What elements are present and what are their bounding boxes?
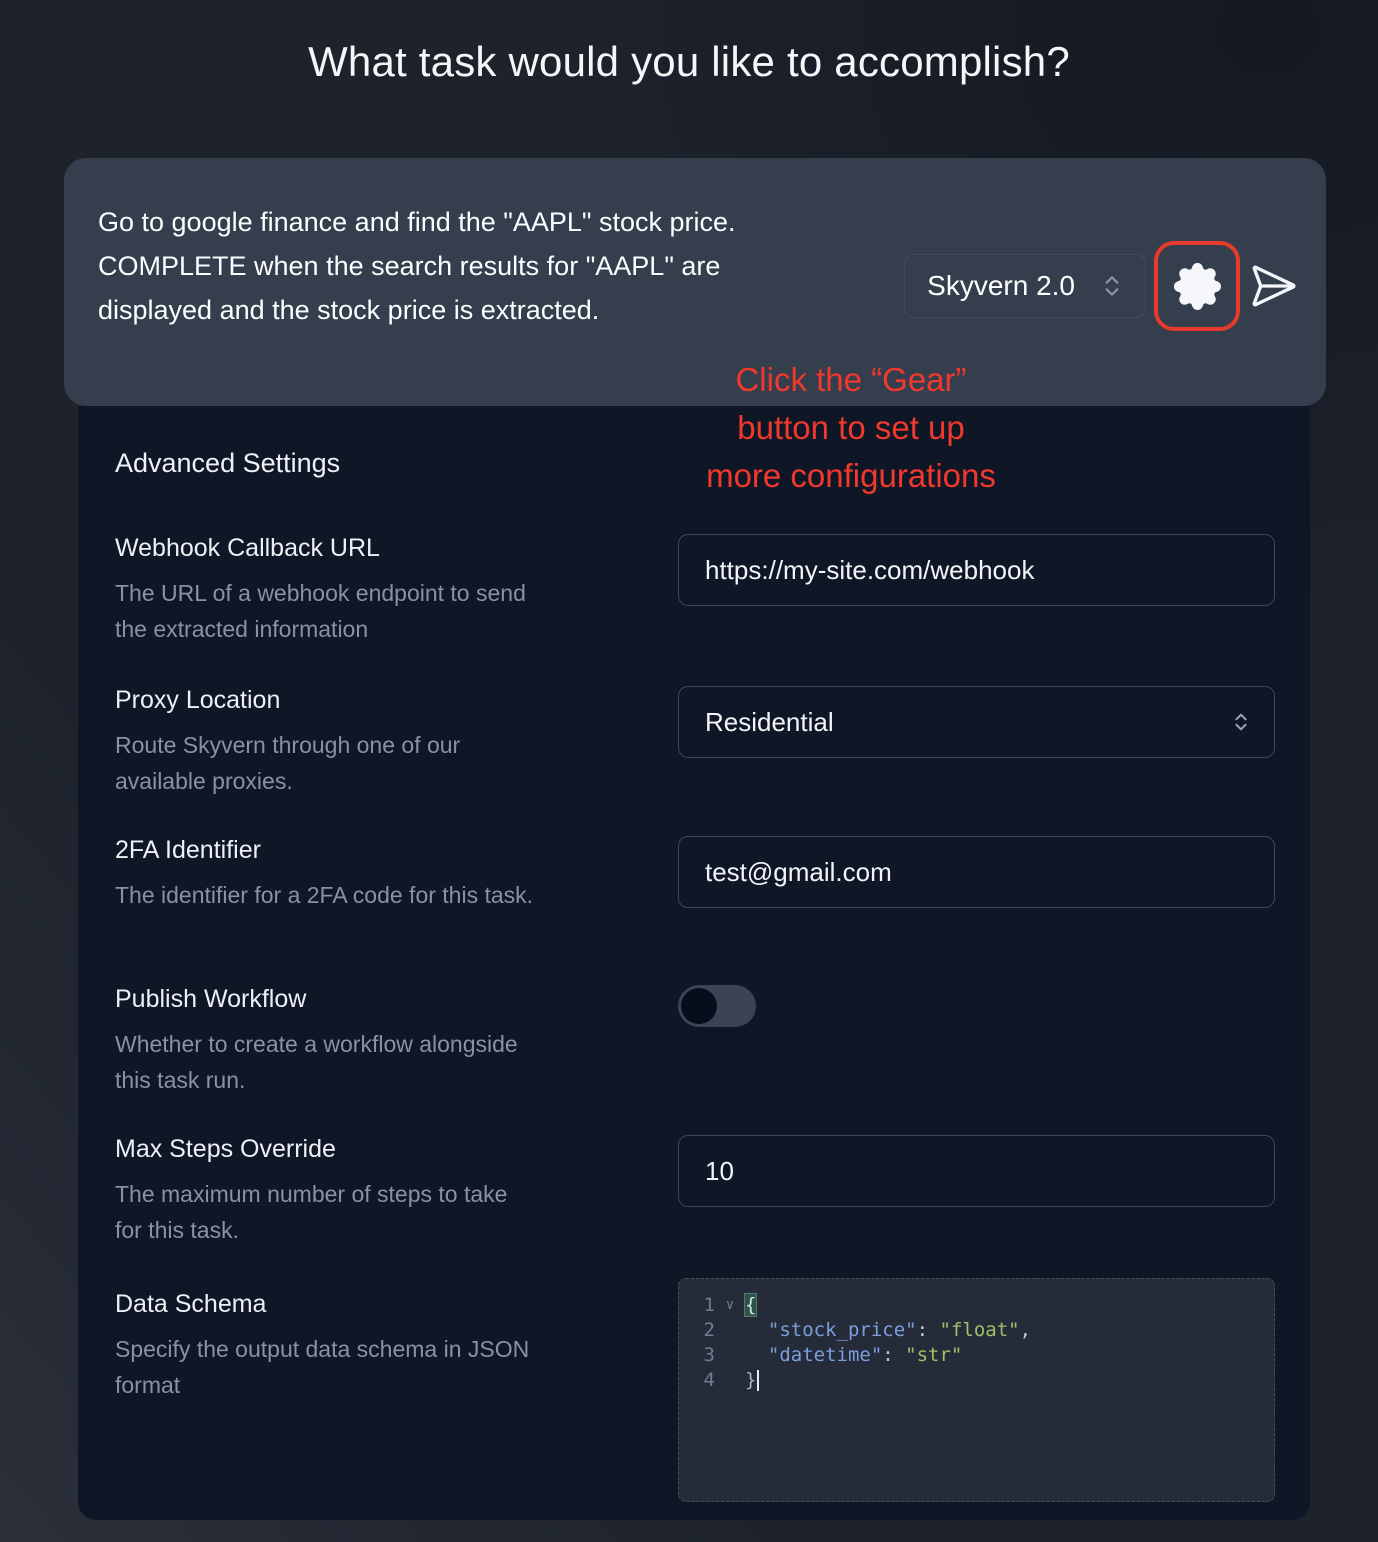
2fa-description: The identifier for a 2FA code for this task. — [115, 882, 534, 908]
toggle-knob — [681, 988, 717, 1024]
field-row-proxy — [115, 686, 1275, 799]
2fa-label: 2FA Identifier — [115, 836, 261, 864]
data-schema-label: Data Schema — [115, 1290, 267, 1318]
page-title: What task would you like to accomplish? — [308, 38, 1070, 85]
max-steps-description: The maximum number of steps to take for this task. — [115, 1181, 508, 1243]
fold-chevron-icon[interactable]: ∨ — [725, 1297, 735, 1313]
code-line: 2 "stock_price": "float", — [703, 1319, 1032, 1341]
code-line: 4 } — [679, 1368, 1274, 1393]
chevrons-up-down-icon — [1230, 711, 1252, 733]
task-prompt-card — [64, 158, 1326, 406]
code-line: 3 "datetime": "str" — [703, 1344, 963, 1366]
max-steps-input[interactable] — [678, 1135, 1275, 1207]
field-row-publish — [115, 985, 1275, 1098]
send-icon — [1248, 261, 1298, 311]
max-steps-label: Max Steps Override — [115, 1135, 336, 1163]
webhook-label: Webhook Callback URL — [115, 534, 380, 562]
chevrons-up-down-icon — [1099, 273, 1125, 299]
publish-workflow-description: Whether to create a workflow alongside this task run. — [115, 1031, 518, 1093]
proxy-location-select[interactable] — [678, 686, 1275, 758]
webhook-description: The URL of a webhook endpoint to send the extracted information — [115, 580, 526, 642]
field-row-2fa — [115, 836, 1275, 913]
proxy-label: Proxy Location — [115, 686, 281, 714]
annotation-line: Click the “Gear” — [735, 361, 967, 398]
field-row-max-steps — [115, 1135, 1275, 1248]
data-schema-editor[interactable] — [678, 1278, 1275, 1502]
publish-workflow-label: Publish Workflow — [115, 985, 307, 1013]
webhook-url-input[interactable] — [678, 534, 1275, 606]
data-schema-description: Specify the output data schema in JSON format — [115, 1336, 530, 1398]
advanced-settings-heading: Advanced Settings — [115, 448, 341, 478]
2fa-identifier-input[interactable] — [678, 836, 1275, 908]
fold-spacer — [715, 1343, 745, 1368]
task-prompt-textarea[interactable]: Go to google finance and find the "AAPL" stock price. COMPLETE when the search results for "AAPL" are displayed and the stock price is extracted. — [98, 207, 736, 325]
code-lines — [679, 1293, 1274, 1393]
settings-gear-button[interactable] — [1174, 263, 1221, 310]
gear-icon — [1174, 263, 1221, 310]
prompt-card-controls — [904, 241, 1298, 331]
fold-spacer — [715, 1368, 745, 1393]
annotation-line: button to set up — [737, 409, 965, 446]
field-row-data-schema — [115, 1278, 1275, 1403]
gear-highlight-annotation — [1154, 241, 1240, 331]
proxy-location-value: Residential — [705, 706, 834, 737]
advanced-settings-panel — [78, 406, 1310, 1520]
publish-workflow-toggle[interactable] — [678, 985, 756, 1027]
text-cursor — [757, 1370, 759, 1391]
fold-spacer — [715, 1318, 745, 1343]
annotation-line: more configurations — [706, 457, 996, 494]
engine-select[interactable] — [904, 254, 1146, 318]
field-row-webhook — [115, 534, 1275, 647]
proxy-description: Route Skyvern through one of our available proxies. — [115, 732, 461, 794]
send-task-button[interactable] — [1248, 261, 1298, 311]
code-line: 1 ∨ { — [703, 1294, 757, 1316]
engine-select-value: Skyvern 2.0 — [927, 270, 1075, 301]
